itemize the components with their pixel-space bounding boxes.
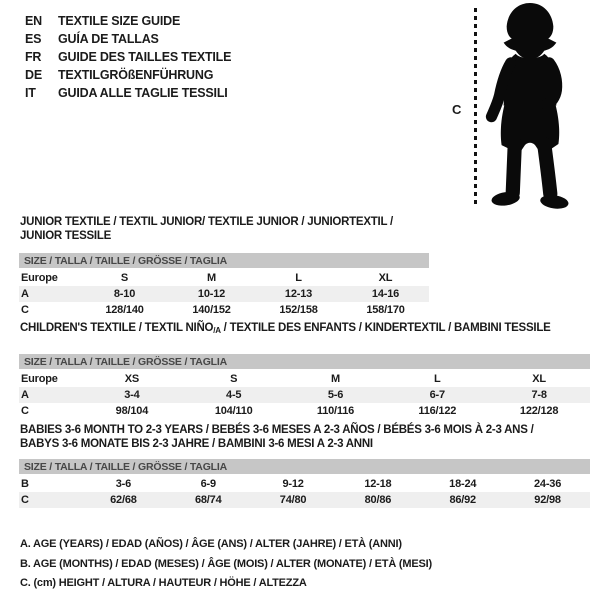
size-value-cell: 86/92 [420, 492, 505, 508]
size-value-cell: 24-36 [534, 478, 562, 490]
language-row-es [25, 30, 231, 48]
size-value-cell: L [434, 373, 441, 385]
size-value-cell: XL [532, 373, 546, 385]
note-age-years: A. AGE (YEARS) / EDAD (AÑOS) / ÂGE (ANS) / ALTER (JAHRE) / ETÀ (ANNI) [20, 538, 402, 550]
size-value-cell: 116/122 [418, 405, 457, 417]
row-label: Europe [21, 373, 58, 385]
size-value-cell: 7-8 [488, 387, 590, 403]
row-label: C [21, 304, 29, 316]
size-value-cell: 110/116 [316, 405, 355, 417]
language-guide-label: TEXTILGRÖßENFÜHRUNG [58, 68, 214, 82]
size-value-cell: 10-12 [168, 286, 255, 302]
table-row-europe [19, 370, 590, 387]
size-value-cell: 9-12 [282, 478, 304, 490]
table-row-b [19, 475, 590, 492]
note-age-months: B. AGE (MONTHS) / EDAD (MESES) / ÂGE (MOIS) / ALTER (MONATE) / ETÀ (MESI) [20, 557, 432, 570]
size-table [19, 354, 590, 419]
language-guide-label: TEXTILE SIZE GUIDE [58, 14, 181, 28]
size-value-cell: S [120, 272, 129, 284]
size-value-cell: 122/128 [519, 405, 559, 417]
size-value-cell: 158/170 [366, 304, 405, 316]
size-value-cell: 18-24 [449, 478, 477, 490]
size-section-0 [19, 215, 429, 318]
height-measure-label: C [452, 102, 462, 117]
size-value-cell: 140/152 [192, 304, 231, 316]
height-measure-line [474, 8, 477, 206]
size-table [19, 459, 590, 508]
table-row-a [19, 286, 429, 302]
size-value-cell: 12-18 [364, 478, 392, 490]
size-header-bar: SIZE / TALLA / TAILLE / GRÖSSE / TAGLIA [19, 459, 590, 475]
size-section-2 [19, 423, 590, 508]
size-value-cell: M [207, 272, 216, 284]
language-guide-label: GUIDE DES TAILLES TEXTILE [58, 50, 232, 64]
size-table [19, 253, 429, 318]
language-code: FR [25, 50, 42, 64]
table-row-c [19, 302, 429, 318]
notes-block [20, 535, 432, 594]
size-value-cell: 3-4 [81, 387, 183, 403]
size-header-bar: SIZE / TALLA / TAILLE / GRÖSSE / TAGLIA [19, 253, 429, 269]
language-code: ES [25, 32, 42, 46]
size-value-cell: 6-7 [386, 387, 488, 403]
size-value-cell: M [331, 373, 340, 385]
language-guide-label: GUIDA ALLE TAGLIE TESSILI [58, 86, 228, 100]
language-row-fr [25, 48, 231, 66]
size-value-cell: 14-16 [342, 286, 429, 302]
language-row-de [25, 66, 231, 84]
language-code: IT [25, 86, 36, 100]
table-row-a [19, 387, 590, 403]
table-row-c [19, 492, 590, 508]
size-header-bar: SIZE / TALLA / TAILLE / GRÖSSE / TAGLIA [19, 354, 590, 370]
size-value-cell: 68/74 [166, 492, 251, 508]
row-label: Europe [21, 272, 58, 284]
size-value-cell: 74/80 [251, 492, 336, 508]
size-value-cell: 6-9 [200, 478, 216, 490]
row-label: B [21, 478, 29, 490]
note-height-cm: C. (cm) HEIGHT / ALTURA / HAUTEUR / HÖHE / ALTEZZA [20, 577, 307, 589]
size-value-cell: 5-6 [285, 387, 387, 403]
size-value-cell: 128/140 [105, 304, 144, 316]
size-value-cell: XL [378, 272, 393, 284]
size-section-1 [19, 321, 590, 419]
row-label: A [19, 387, 81, 403]
language-guide-label: GUÍA DE TALLAS [58, 32, 159, 46]
size-value-cell: 104/110 [214, 405, 253, 417]
section-title: JUNIOR TEXTILE / TEXTIL JUNIOR/ TEXTILE JUNIOR / JUNIORTEXTIL / JUNIOR TESSILE [20, 216, 393, 242]
row-label: C [19, 492, 81, 508]
size-value-cell: 98/104 [115, 405, 149, 417]
size-value-cell: 152/158 [279, 304, 318, 316]
size-value-cell: 80/86 [335, 492, 420, 508]
language-code: DE [25, 68, 42, 82]
section-title: CHILDREN'S TEXTILE / TEXTIL $NIÑO_{/A}$ / TEXTILE DES ENFANTS / KINDERTEXTIL / BAMBINI TESSILE [20, 322, 551, 335]
language-row-en [25, 12, 231, 30]
table-row-c [19, 403, 590, 419]
language-code: EN [25, 14, 42, 28]
row-label: C [21, 405, 29, 417]
size-value-cell: 62/68 [81, 492, 166, 508]
size-value-cell: 92/98 [505, 492, 590, 508]
size-value-cell: 12-13 [255, 286, 342, 302]
table-row-europe [19, 269, 429, 286]
language-list [25, 12, 231, 102]
language-row-it [25, 84, 231, 102]
toddler-silhouette-icon [479, 2, 581, 210]
size-value-cell: 4-5 [183, 387, 285, 403]
row-label: A [19, 286, 81, 302]
size-value-cell: XS [124, 373, 140, 385]
size-value-cell: 3-6 [115, 478, 132, 490]
size-value-cell: S [230, 373, 238, 385]
size-value-cell: L [295, 272, 302, 284]
section-title: BABIES 3-6 MONTH TO 2-3 YEARS / BEBÉS 3-6 MESES A 2-3 AÑOS / BÉBÉS 3-6 MOIS À 2-3 ANS / BABYS 3-6 MONATE BIS 2-3 JAHRE / BAMBINI 3-6 MESI A 2-3 ANNI [20, 424, 534, 450]
size-value-cell: 8-10 [81, 286, 168, 302]
